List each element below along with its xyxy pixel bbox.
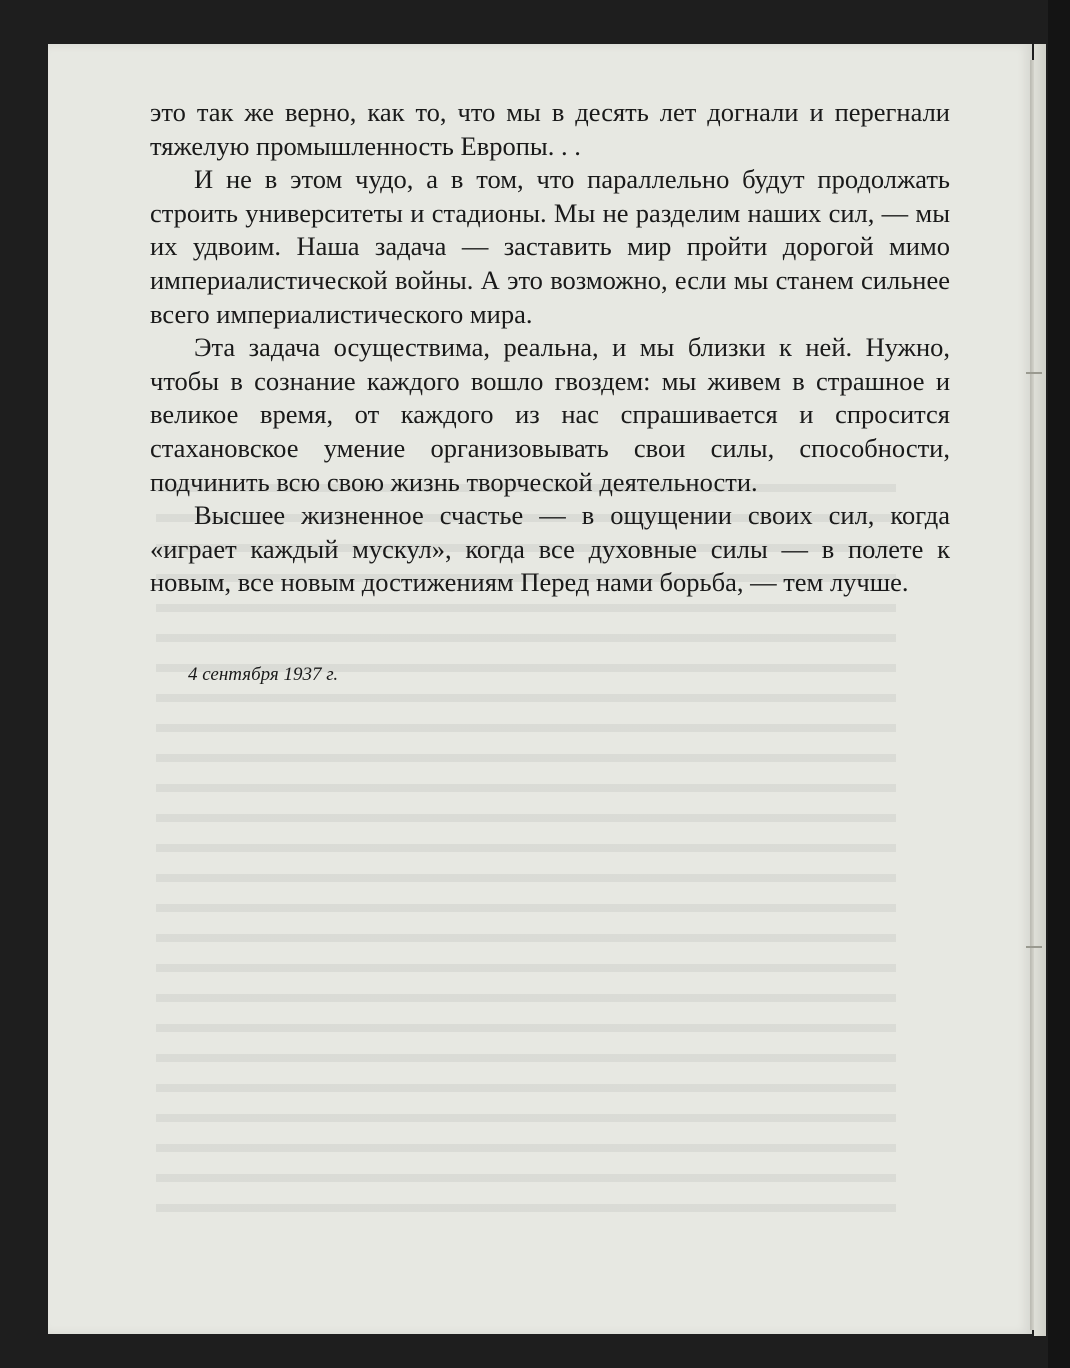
next-page-edge [1034,44,1046,1336]
scan-border [1048,0,1070,1368]
page-fold [1030,60,1034,1330]
date-line: 4 сентября 1937 г. [188,664,339,685]
paragraph: Эта задача осуществима, реальна, и мы близки к ней. Нужно, чтобы в сознание каждого вошло гвоздем: мы живем в страшное и великое время, от каждого из нас спрашивается и спросится стахановское умение организовывать свои силы, способности, подчинить всю свою жизнь творческой деятельности. [150,332,950,497]
binding-mark [1026,372,1042,374]
paragraph: это так же верно, как то, что мы в десять лет догнали и перегнали тяжелую промышленность Европы. . . [150,97,950,161]
body-text [150,96,950,600]
paragraph: Высшее жизненное счастье — в ощущении своих сил, когда «играет каждый мускул», когда все духовные силы — в полете к новым, все новым достижениям Перед нами борьба, — тем лучше. [150,500,950,598]
paragraph: И не в этом чудо, а в том, что параллельно будут продолжать строить университеты и стадионы. Мы не разделим наших сил, — мы их удвоим. Наша задача — заставить мир пройти дорогой мимо империалистической войны. А это возможно, если мы станем сильнее всего империалистического мира. [150,164,950,329]
binding-mark [1026,946,1042,948]
